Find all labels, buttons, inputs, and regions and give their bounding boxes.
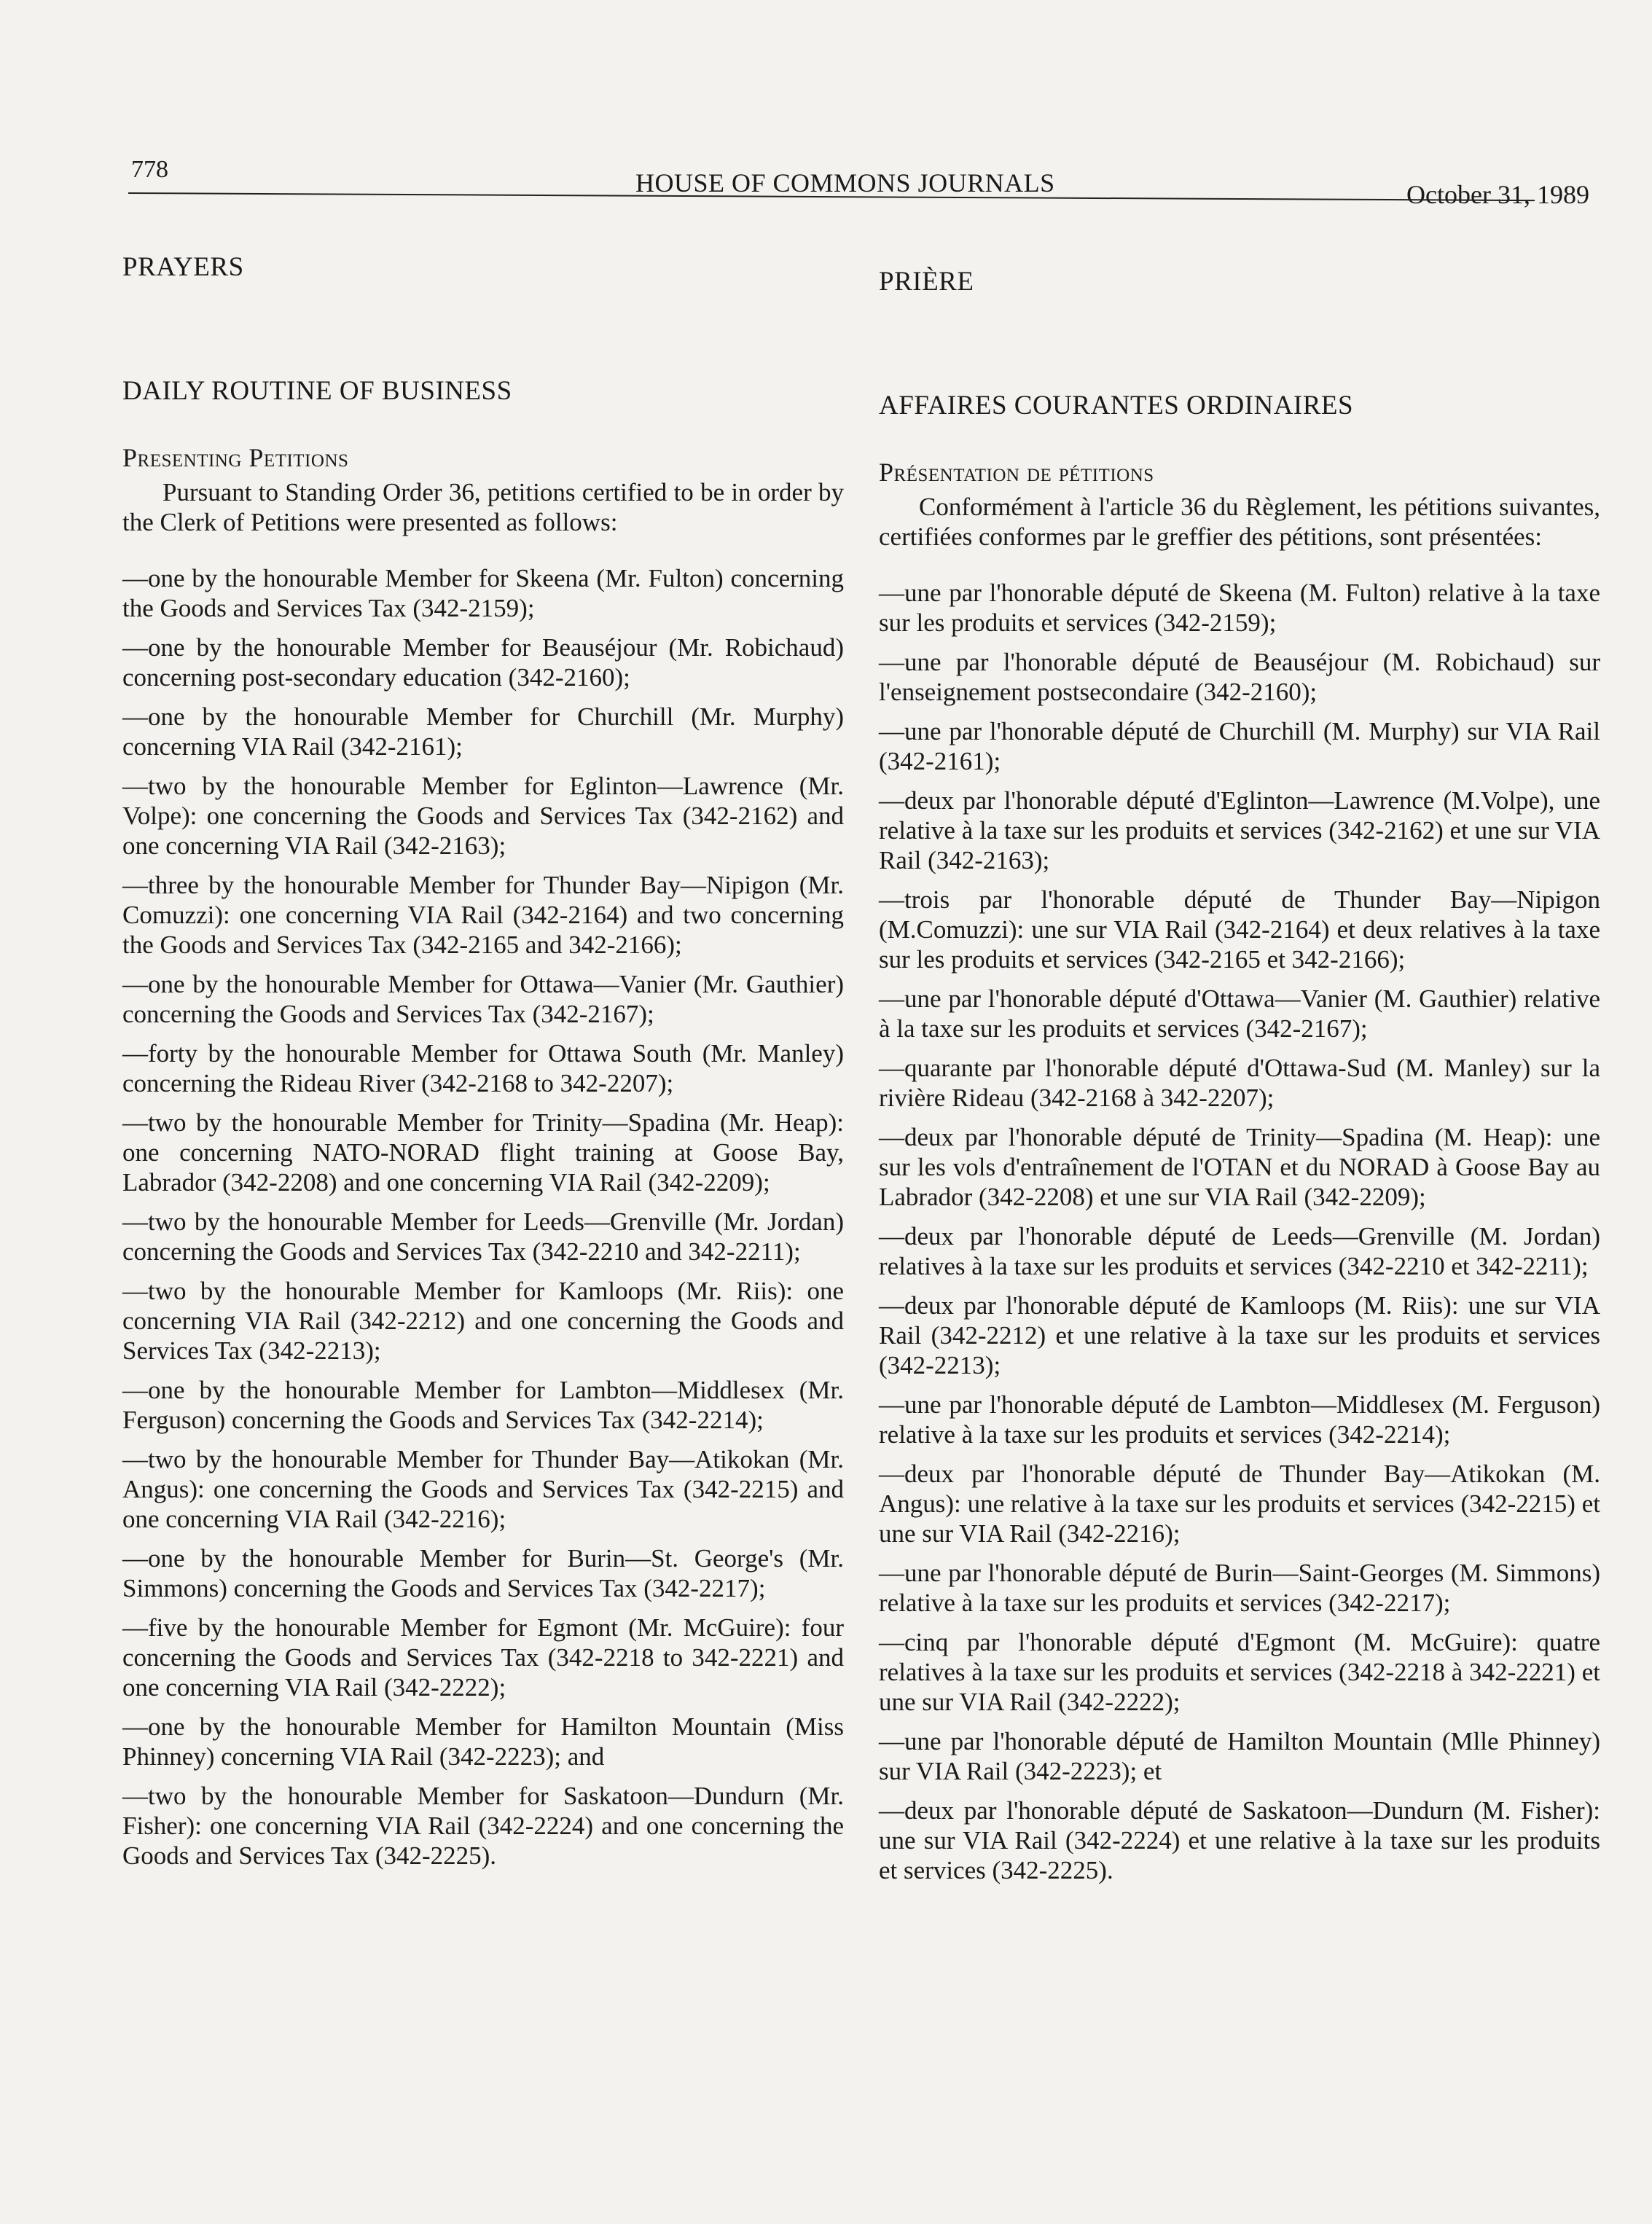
petition-item: —two by the honourable Member for Thunder Bay—Atikokan (Mr. Angus): one concerning the Goods and Services Tax (342-2215) and one concerning VIA Rail (342-2216);	[122, 1445, 844, 1533]
english-column	[122, 252, 844, 1880]
page-number: 778	[131, 156, 168, 183]
petition-list	[122, 563, 844, 1871]
petition-item: —one by the honourable Member for Burin—St. George's (Mr. Simmons) concerning the Goods and Services Tax (342-2217);	[122, 1544, 844, 1602]
running-head: HOUSE OF COMMONS JOURNALS	[635, 168, 1055, 197]
petition-item: —one by the honourable Member for Hamilton Mountain (Miss Phinney) concerning VIA Rail (342-2223); and	[122, 1712, 844, 1771]
petition-item-fr: —une par l'honorable député de Lambton—Middlesex (M. Ferguson) relative à la taxe sur les produits et services (342-2214);	[879, 1390, 1600, 1449]
petition-item: —one by the honourable Member for Beauséjour (Mr. Robichaud) concerning post-secondary education (342-2160);	[122, 633, 844, 692]
petition-item-fr: —une par l'honorable député de Hamilton Mountain (Mlle Phinney) sur VIA Rail (342-2223); et	[879, 1727, 1600, 1785]
petition-item-fr: —deux par l'honorable député de Kamloops (M. Riis): une sur VIA Rail (342-2212) et une relative à la taxe sur les produits et services (342-2213);	[879, 1291, 1600, 1379]
petition-item-fr: —une par l'honorable député de Skeena (M. Fulton) relative à la taxe sur les produits et services (342-2159);	[879, 579, 1600, 637]
petition-item: —two by the honourable Member for Trinity—Spadina (Mr. Heap): one concerning NATO-NORAD flight training at Goose Bay, Labrador (342-2208) and one concerning VIA Rail (342-2209);	[122, 1108, 844, 1197]
petition-item: —two by the honourable Member for Eglinton—Lawrence (Mr. Volpe): one concerning the Goods and Services Tax (342-2162) and one concerning VIA Rail (342-2163);	[122, 772, 844, 860]
petition-item: —five by the honourable Member for Egmont (Mr. McGuire): four concerning the Goods and Services Tax (342-2218 to 342-2221) and one concerning VIA Rail (342-2222);	[122, 1613, 844, 1702]
petition-item-fr: —une par l'honorable député de Burin—Saint-Georges (M. Simmons) relative à la taxe sur les produits et services (342-2217);	[879, 1559, 1600, 1617]
petition-item-fr: —une par l'honorable député de Beauséjour (M. Robichaud) sur l'enseignement postsecondaire (342-2160);	[879, 648, 1600, 706]
petition-item: —one by the honourable Member for Skeena (Mr. Fulton) concerning the Goods and Services Tax (342-2159);	[122, 564, 844, 622]
petition-item-fr: —deux par l'honorable député de Leeds—Grenville (M. Jordan) relatives à la taxe sur les produits et services (342-2210 et 342-2211);	[879, 1222, 1600, 1280]
petitions-intro: Pursuant to Standing Order 36, petitions certified to be in order by the Clerk of Petitions were presented as follows:	[122, 478, 844, 536]
petition-item-fr: —deux par l'honorable député de Thunder Bay—Atikokan (M. Angus): une relative à la taxe sur les produits et services (342-2215) et une sur VIA Rail (342-2216);	[879, 1460, 1600, 1548]
petition-item-fr: —deux par l'honorable député de Trinity—Spadina (M. Heap): une sur les vols d'entraînement de l'OTAN et du NORAD à Goose Bay au Labrador (342-2208) et une sur VIA Rail (342-2209);	[879, 1123, 1600, 1211]
petition-item: —forty by the honourable Member for Ottawa South (Mr. Manley) concerning the Rideau River (342-2168 to 342-2207);	[122, 1039, 844, 1097]
petition-item-fr: —deux par l'honorable député de Saskatoon—Dundurn (M. Fisher): une sur VIA Rail (342-2224) et une relative à la taxe sur les produits et services (342-2225).	[879, 1796, 1600, 1884]
petitions-intro-fr: Conformément à l'article 36 du Règlement, les pétitions suivantes, certifiées conformes par le greffier des pétitions, sont présentées:	[879, 493, 1600, 551]
petition-item: —one by the honourable Member for Ottawa—Vanier (Mr. Gauthier) concerning the Goods and Services Tax (342-2167);	[122, 970, 844, 1028]
petition-list-fr	[879, 578, 1600, 1885]
petition-item-fr: —cinq par l'honorable député d'Egmont (M. McGuire): quatre relatives à la taxe sur les produits et services (342-2218 à 342-2221) et une sur VIA Rail (342-2222);	[879, 1628, 1600, 1716]
prayers-heading: PRAYERS	[122, 252, 244, 282]
petition-item-fr: —deux par l'honorable député d'Eglinton—Lawrence (M.Volpe), une relative à la taxe sur les produits et services (342-2162) et une sur VIA Rail (342-2163);	[879, 786, 1600, 874]
routine-heading: DAILY ROUTINE OF BUSINESS	[122, 376, 512, 406]
affaires-heading: AFFAIRES COURANTES ORDINAIRES	[879, 391, 1354, 420]
journal-date: October 31, 1989	[1406, 180, 1589, 209]
petition-item-fr: —une par l'honorable député d'Ottawa—Vanier (M. Gauthier) relative à la taxe sur les produits et services (342-2167);	[879, 984, 1600, 1043]
petition-item: —two by the honourable Member for Leeds—Grenville (Mr. Jordan) concerning the Goods and Services Tax (342-2210 and 342-2211);	[122, 1207, 844, 1266]
petition-item-fr: —une par l'honorable député de Churchill (M. Murphy) sur VIA Rail (342-2161);	[879, 717, 1600, 775]
french-column	[879, 267, 1600, 1895]
petitions-heading: Presenting Petitions	[122, 443, 349, 472]
petition-item: —two by the honourable Member for Saskatoon—Dundurn (Mr. Fisher): one concerning VIA Rail (342-2224) and one concerning the Goods and Services Tax (342-2225).	[122, 1782, 844, 1870]
petition-item: —one by the honourable Member for Lambton—Middlesex (Mr. Ferguson) concerning the Goods and Services Tax (342-2214);	[122, 1376, 844, 1434]
petition-item: —three by the honourable Member for Thunder Bay—Nipigon (Mr. Comuzzi): one concerning VIA Rail (342-2164) and two concerning the Goods and Services Tax (342-2165 and 342-2166);	[122, 871, 844, 959]
petition-item-fr: —quarante par l'honorable député d'Ottawa-Sud (M. Manley) sur la rivière Rideau (342-2168 à 342-2207);	[879, 1054, 1600, 1112]
priere-heading: PRIÈRE	[879, 267, 974, 297]
petition-item: —two by the honourable Member for Kamloops (Mr. Riis): one concerning VIA Rail (342-2212) and one concerning the Goods and Services Tax (342-2213);	[122, 1277, 844, 1365]
petition-item: —one by the honourable Member for Churchill (Mr. Murphy) concerning VIA Rail (342-2161);	[122, 702, 844, 761]
petitions-heading-fr: Présentation de pétitions	[879, 458, 1154, 487]
petition-item-fr: —trois par l'honorable député de Thunder Bay—Nipigon (M.Comuzzi): une sur VIA Rail (342-2164) et deux relatives à la taxe sur les produits et services (342-2165 et 342-2166);	[879, 885, 1600, 974]
